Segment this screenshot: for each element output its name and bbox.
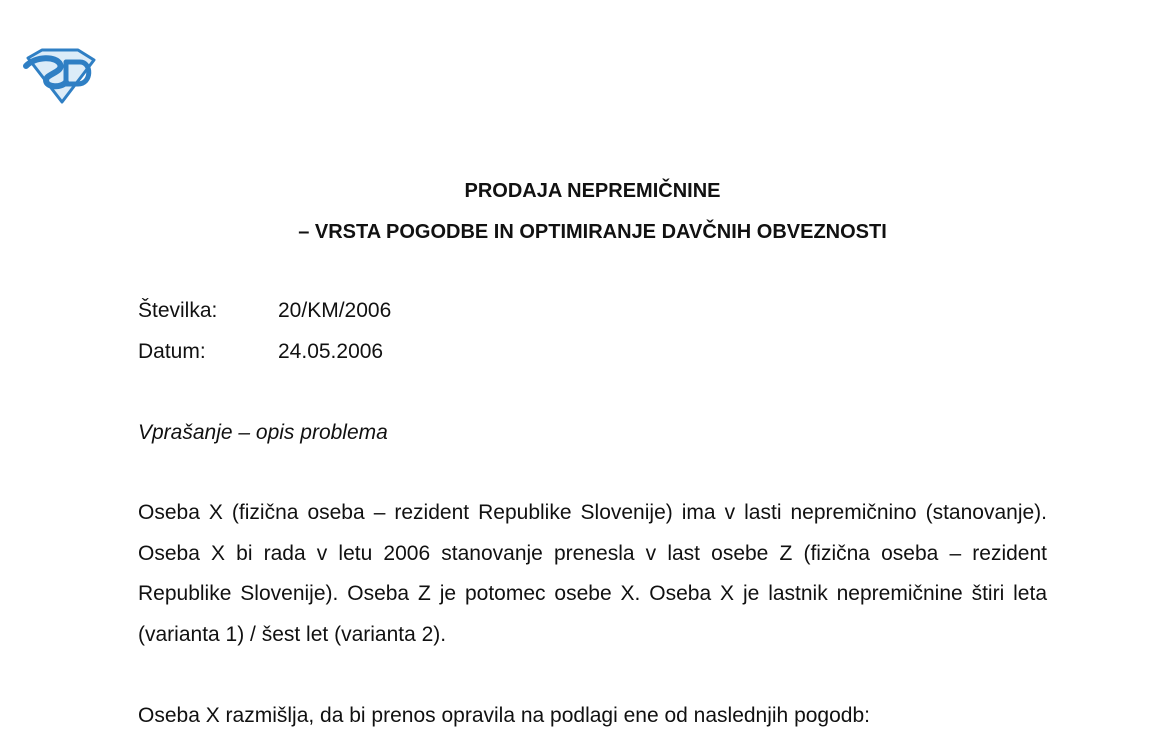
paragraph-2: Oseba X razmišlja, da bi prenos opravila na podlagi ene od naslednjih pogodb: [138,704,870,727]
date-label: Datum: [138,340,206,363]
date-value: 24.05.2006 [278,340,384,363]
sd-logo-icon [22,48,96,104]
number-value: 20/KM/2006 [278,299,392,322]
title-line-2: – VRSTA POGODBE IN OPTIMIRANJE DAVČNIH OBVEZNOSTI [298,221,887,243]
title-line-1: PRODAJA NEPREMIČNINE [464,180,721,202]
number-label: Številka: [138,299,218,322]
question-heading: Vprašanje – opis problema [138,421,388,444]
date-row [138,340,383,364]
number-row [138,299,391,323]
paragraph-1: Oseba X (fizična oseba – rezident Republike Slovenije) ima v lasti nepremičnino (stanovanje). Oseba X bi rada v letu 2006 stanovanje prenesla v last osebe Z (fizična oseba – rezident Republike Slovenije). Oseba Z je potomec osebe X. Oseba X je lastnik nepremičnine štiri leta (varianta 1) / šest let (varianta 2). [138,501,1047,646]
svg-text:SD: SD [22,48,24,49]
